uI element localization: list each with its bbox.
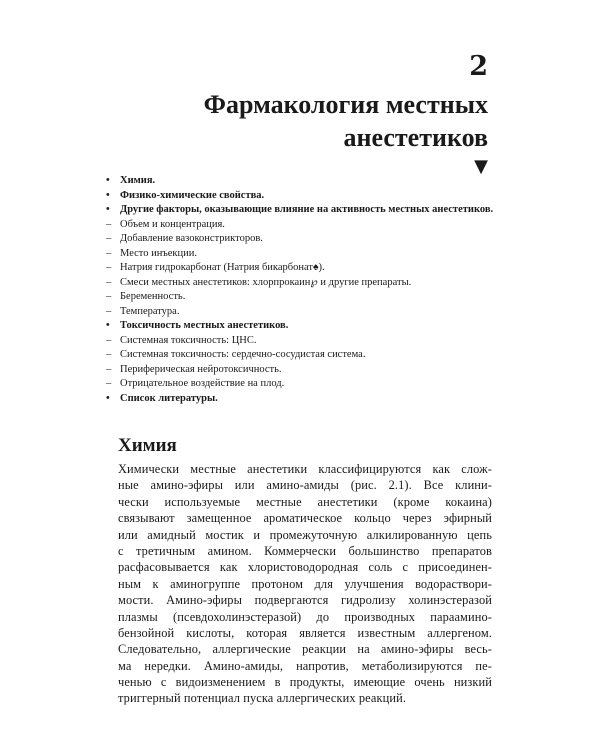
paragraph-line: ные амино-эфиры или амино-амиды (рис. 2.1). Все клини-: [118, 478, 492, 493]
paragraph-line: или амидный мостик и промежуточную алкилированную цепь: [118, 527, 492, 542]
contents-item-text: Список литературы.: [120, 392, 218, 404]
contents-item-text: Токсичность местных анестетиков.: [120, 320, 289, 331]
contents-subitem: [106, 232, 498, 247]
paragraph-line: чески используемые местные анестетики (кроме кокаина): [118, 494, 492, 509]
contents-subitem-text: Добавление вазоконстрикторов.: [120, 233, 263, 244]
paragraph-line: связывают замещенное ароматическое кольцо через эфирный: [118, 511, 492, 526]
dash-icon: –: [106, 233, 112, 244]
chapter-title-line: анестетиков: [343, 123, 488, 152]
contents-subitem: [106, 305, 498, 320]
contents-subitem-text: Отрицательное воздействие на плод.: [120, 378, 285, 389]
paragraph-line: плазмы (псевдохолинэстеразой) до производных параамино-: [118, 609, 492, 624]
dash-icon: –: [106, 291, 112, 302]
contents-subitem-text: Натрия гидрокарбонат (Натрия бикарбонат♠).: [120, 262, 325, 273]
contents-subitem: [106, 247, 498, 262]
bullet-icon: •: [106, 320, 110, 331]
paragraph-line: мости. Амино-эфиры подвергаются гидролизу холинэстеразой: [118, 593, 492, 608]
dash-icon: –: [106, 378, 112, 389]
contents-subitem: [106, 334, 498, 349]
chapter-number: 2: [469, 51, 488, 82]
paragraph-line: с третичным амином. Коммерчески большинство препаратов: [118, 543, 492, 558]
contents-item-text: Химия.: [120, 175, 156, 186]
bullet-icon: •: [106, 189, 110, 201]
chapter-title-line: Фармакология местных: [203, 90, 488, 119]
paragraph-line: триггерный потенциал пуска аллергических реакций.: [118, 691, 407, 706]
contents-subitem-text: Беременность.: [120, 291, 186, 302]
contents-item: [106, 189, 498, 204]
section-heading: Химия: [118, 435, 177, 456]
chapter-contents-list: [106, 174, 498, 406]
contents-item: [106, 174, 498, 189]
contents-subitem-text: Периферическая нейротоксичность.: [120, 363, 282, 375]
contents-item-text: Другие факторы, оказывающие влияние на активность местных анестетиков.: [120, 204, 494, 215]
dash-icon: –: [106, 349, 112, 360]
contents-item-text: Физико-химические свойства.: [120, 189, 265, 201]
contents-subitem: [106, 377, 498, 392]
contents-subitem: [106, 261, 498, 276]
chapter-title: [204, 88, 488, 154]
dash-icon: –: [106, 218, 112, 230]
contents-subitem: [106, 218, 498, 233]
contents-item: [106, 392, 498, 407]
dash-icon: –: [106, 334, 112, 346]
section-body-paragraph: [118, 461, 492, 707]
paragraph-line: ным к аминогруппе протоном для улучшения водораствори-: [118, 576, 492, 591]
dash-icon: –: [106, 247, 112, 259]
contents-item: [106, 319, 498, 334]
contents-subitem: [106, 363, 498, 378]
bullet-icon: •: [106, 204, 110, 215]
dash-icon: –: [106, 276, 112, 288]
contents-subitem: [106, 290, 498, 305]
paragraph-line: Химически местные анестетики классифицируются как слож-: [118, 462, 492, 476]
contents-item: [106, 203, 498, 218]
paragraph-line: Следовательно, аллергические реакции на амино-эфиры весь-: [118, 642, 492, 657]
contents-subitem: [106, 348, 498, 363]
chapter-header: [204, 52, 488, 178]
contents-subitem: [106, 276, 498, 291]
paragraph-line: ма нередки. Амино-амиды, напротив, метаболизируются пе-: [118, 658, 492, 673]
contents-subitem-text: Место инъекции.: [120, 247, 198, 259]
contents-subitem-text: Системная токсичность: ЦНС.: [120, 334, 257, 346]
bullet-icon: •: [106, 392, 110, 404]
paragraph-line: ченью с видоизменением в продукты, имеющие очень низкий: [118, 675, 492, 690]
paragraph-line: расфасовывается как хлористоводородная соль с присоединен-: [118, 560, 492, 575]
paragraph-line: бензойной кислоты, которая является известным аллергеном.: [118, 625, 492, 640]
contents-subitem-text: Температура.: [120, 305, 180, 317]
bullet-icon: •: [106, 175, 110, 186]
contents-subitem-text: Системная токсичность: сердечно-сосудистая система.: [120, 349, 366, 360]
contents-subitem-text: Объем и концентрация.: [120, 218, 225, 230]
dash-icon: –: [106, 262, 112, 273]
dash-icon: –: [106, 305, 112, 317]
contents-subitem-text: Смеси местных анестетиков: хлорпрокаин℘ и другие препараты.: [120, 276, 412, 288]
dash-icon: –: [106, 363, 112, 375]
triangle-down-icon: ▼: [474, 156, 488, 177]
